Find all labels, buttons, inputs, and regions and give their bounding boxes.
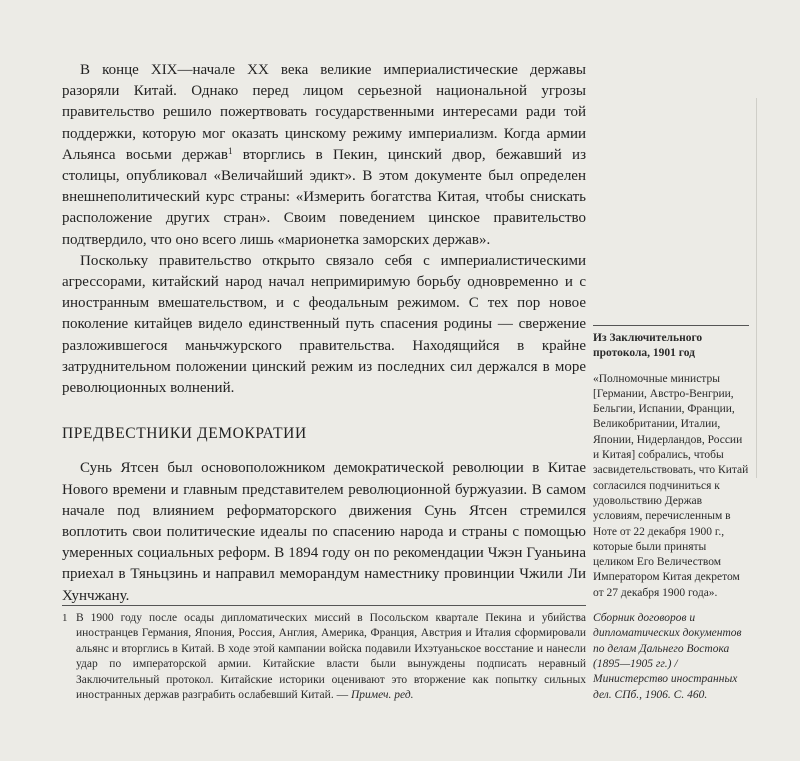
sidebar-title: Из Заключительного протокола, 1901 год [593, 332, 703, 360]
footnote [62, 611, 586, 703]
sidebar-top-rule [593, 325, 749, 326]
main-text-column [62, 60, 586, 607]
footnote-number: 1 [62, 612, 68, 624]
sidebar-quote: «Полномочные министры [Германии, Австро-Венгрии, Бельгии, Испании, Франции, Великобритании, Италии, Японии, Нидерландов, России и Китая] собрались, чтобы засвидетельствовать, что Китай согласился подчиниться к удовольствию Держав условиям, перечисленным в Ноте от 22 декабря 1900 г., которые были приняты целиком Его Величеством Императором Китая декретом от 27 декабря 1900 года». [593, 372, 749, 599]
paragraph-1-text: В конце XIX—начале XX века великие империалистические державы разоряли Китай. Однако перед лицом серьезной национальной угрозы правительство решило пожертвовать государственными интересами ради той поддержки, которую мог оказать цинскому режиму империализм. Когда армии Альянса восьми держав [62, 62, 586, 163]
footnote-reference[interactable]: 1 [227, 145, 233, 156]
paragraph-2: Поскольку правительство открыто связало себя с империалистическими агрессорами, китайский народ начал непримиримую борьбу одновременно и с иностранным вмешательством, и с феодальным режимом. С тех пор новое поколение китайцев видело единственный путь спасения родины — свержение разложившегося маньчжурского правительства. Находящийся в крайне затруднительном положении цинский режим из последних сил держался в море революционных волнений. [62, 252, 586, 397]
footnote-body [76, 611, 586, 703]
page-edge-shadow [756, 98, 757, 478]
paragraph-1-continuation: вторглись в Пекин, цинский двор, бежавший из столицы, опубликовал «Величайший эдикт». В этом документе был определен внешнеполитический курс страны: «Измерить богатства Китая, чтобы снискать расположение других стран». Своим поведением цинское правительство подтвердило, что оно всего лишь «марионетка заморских держав». [62, 146, 586, 248]
paragraph-1 [62, 60, 586, 251]
footnote-divider [62, 605, 586, 606]
sidebar-quote-box [593, 325, 749, 703]
paragraph-3: Сунь Ятсен был основоположником демократической революции в Китае Нового времени и главным представителем революционной буржуазии. В самом начале под влиянием реформаторского движения Сунь Ятсен стремился воплотить свои политические идеалы по спасению народа и страны с помощью умеренных социальных реформ. В 1894 году он по рекомендации Чжэн Гуаньина приехал в Тяньцзинь и направил меморандум наместнику провинции Чжили Ли Хунчжану. [62, 460, 586, 604]
footnote-attribution: Примеч. ред. [350, 689, 414, 702]
sidebar-source: Сборник договоров и дипломатических документов по делам Дальнего Востока (1895—1905 гг.) / Министерство иностранных дел. СПб., 1906. С. 460. [593, 612, 742, 701]
footnote-text: В 1900 году после осады дипломатических миссий в Посольском квартале Пекина и убийства иностранцев Германия, Япония, Россия, Англия, Америка, Франция, Австрия и Италия сформировали альянс и вторглись в Китай. В ходе этой кампании войска подавили Ихэтуаньское восстание и нанесли удар по императорской армии. Китайские власти были вынуждены подписать неравный Заключительный протокол. Китайские историки оценивают это вторжение как попытку сильных иностранных держав разграбить ослабевший Китай. — [76, 612, 586, 702]
section-heading: ПРЕДВЕСТНИКИ ДЕМОКРАТИИ [62, 425, 307, 443]
